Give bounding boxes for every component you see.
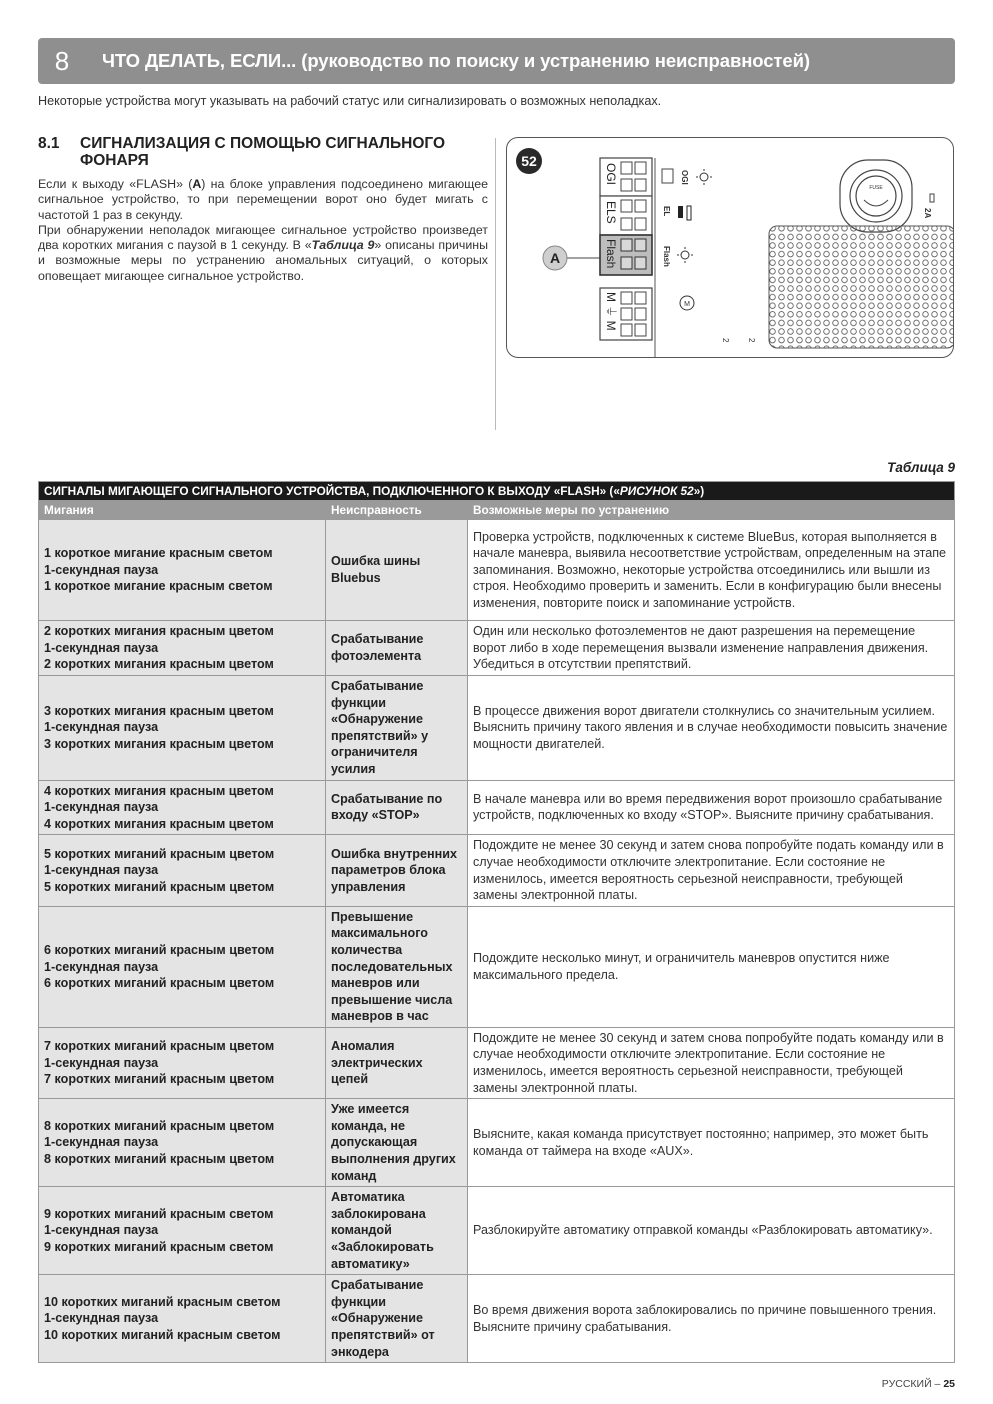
vent-grille (769, 226, 954, 348)
blink-cell: 7 коротких миганий красным цветом 1-секундная пауза 7 коротких миганий красным цветом (39, 1027, 326, 1098)
fault-cell: Ошибка внутренних параметров блока управления (326, 835, 468, 906)
subsection-heading (38, 135, 488, 169)
table-row (39, 520, 955, 621)
terminal-motor (600, 288, 652, 340)
blink-cell: 3 коротких мигания красным цветом 1-секундная пауза 3 коротких мигания красным цветом (39, 676, 326, 781)
blink-cell: 8 коротких миганий красным цветом 1-секундная пауза 8 коротких миганий красным цветом (39, 1099, 326, 1187)
fuse-icon (840, 160, 912, 232)
fault-cell: Срабатывание функции «Обнаружение препятствий» от энкодера (326, 1275, 468, 1363)
blink-cell: 5 коротких миганий красным цветом 1-секундная пауза 5 коротких миганий красным цветом (39, 835, 326, 906)
fault-cell: Автоматика заблокирована командой «Заблокировать автоматику» (326, 1187, 468, 1275)
blink-cell: 1 короткое мигание красным светом 1-секундная пауза 1 короткое мигание красным светом (39, 520, 326, 621)
callout-label: A (549, 250, 561, 266)
callout-ref: A (192, 177, 202, 191)
blink-cell: 10 коротких миганий красным светом 1-секундная пауза 10 коротких миганий красным светом (39, 1275, 326, 1363)
fault-cell: Превышение максимального количества последовательных маневров или превышение числа маневров в час (326, 906, 468, 1027)
paragraph-1-part: ) на блоке управления подсоединено мигающее сигнальное устройство, то при перемещении ворот оно будет мигать с частотой 1 раз в секунду. (38, 177, 488, 222)
table-row (39, 1275, 955, 1363)
remedy-cell: Подождите несколько минут, и ограничитель маневров опустится ниже максимального предела. (468, 906, 955, 1027)
paragraph-2-part: При обнаружении неполадок мигающее сигнальное устройство произведет два коротких мигания с паузой в 1 секунду. В « (38, 222, 488, 253)
remedy-cell: Проверка устройств, подключенных к системе BlueBus, которая выполняется в начале маневра, выявила несоответствие устройствам, определенным на этапе запоминания. Возможно, некоторые устройства отсоединились или вышли из строя. Необходимо проверить и заменить. Если в конфигурацию были внесены изменения, повторите поиск и запоминание устройств. (468, 520, 955, 621)
remedy-cell: В процессе движения ворот двигатели столкнулись со значительным усилием. Выяснить причину такого явления и в случае необходимости повысить значение мощности двигателей. (468, 676, 955, 781)
table-title-part: СИГНАЛЫ МИГАЮЩЕГО СИГНАЛЬНОГО УСТРОЙСТВА, ПОДКЛЮЧЕННОГО К ВЫХОДУ «FLASH» (« (44, 484, 620, 498)
fault-cell: Срабатывание функции «Обнаружение препятствий» у ограничителя усилия (326, 676, 468, 781)
blink-cell: 2 коротких мигания красным цветом 1-секундная пауза 2 коротких мигания красным цветом (39, 621, 326, 676)
fuse-symbol-icon (930, 194, 934, 202)
paragraph-1-part: Если к выходу «FLASH» ( (38, 177, 193, 191)
fuse-label: FUSE (869, 185, 883, 191)
lamp-icon (696, 169, 712, 185)
section-number: 8 (54, 45, 70, 76)
blink-cell: 6 коротких миганий красным цветом 1-секундная пауза 6 коротких миганий красным цветом (39, 906, 326, 1027)
table-row (39, 676, 955, 781)
figure-52 (506, 137, 954, 358)
table-row (39, 780, 955, 835)
blink-cell: 9 коротких миганий красным светом 1-секундная пауза 9 коротких миганий красным светом (39, 1187, 326, 1275)
side-label: EL (662, 206, 671, 217)
table-row (39, 1187, 955, 1275)
control-board-diagram (507, 138, 954, 358)
terminal-label: OGI (604, 163, 618, 186)
column-header-remedy: Возможные меры по устранению (468, 501, 955, 520)
fault-cell: Срабатывание фотоэлемента (326, 621, 468, 676)
bottom-mark: 2 (747, 338, 756, 343)
svg-text:M: M (684, 301, 690, 308)
remedy-cell: Разблокируйте автоматику отправкой команды «Разблокировать автоматику». (468, 1187, 955, 1275)
terminal-label: M ⏚ M (604, 292, 618, 331)
fault-cell: Ошибка шины Bluebus (326, 520, 468, 621)
table-row (39, 1027, 955, 1098)
intro-text: Некоторые устройства могут указывать на рабочий статус или сигнализировать о возможных неполадках. (38, 94, 662, 108)
footer-separator: – (934, 1378, 941, 1390)
terminal-flash (600, 235, 652, 275)
side-label: Flash (662, 246, 671, 267)
remedy-cell: Подождите не менее 30 секунд и затем снова попробуйте подать команду или в случае необходимости отключите электропитание. Если состояние не изменилось, имеется вероятность серьезной неисправности, требующей замены электронной платы. (468, 1027, 955, 1098)
table-row (39, 621, 955, 676)
subsection-title (80, 135, 445, 169)
subsection-8-1 (38, 135, 488, 284)
fault-cell: Аномалия электрических цепей (326, 1027, 468, 1098)
remedy-cell: Выясните, какая команда присутствует постоянно; например, это может быть команда от таймера на входе «AUX». (468, 1099, 955, 1187)
ogi-box-icon (662, 169, 673, 183)
table-row (39, 906, 955, 1027)
column-header-blinks: Мигания (39, 501, 326, 520)
page-footer (882, 1378, 955, 1390)
table-title (39, 482, 955, 501)
fault-signals-table (38, 481, 955, 1363)
footer-language: РУССКИЙ (881, 1378, 932, 1390)
column-header-fault: Неисправность (326, 501, 468, 520)
terminal-label: ELS (604, 201, 618, 224)
subsection-title-line1: СИГНАЛИЗАЦИЯ С ПОМОЩЬЮ СИГНАЛЬНОГО (80, 135, 446, 152)
motor-icon (680, 296, 694, 310)
lock-icon (678, 206, 691, 220)
bottom-mark: 2 (721, 338, 730, 343)
figure-number: 52 (521, 153, 537, 169)
table-caption: Таблица 9 (887, 460, 955, 475)
terminal-ogi (600, 158, 652, 196)
subsection-title-line2: ФОНАРЯ (80, 152, 149, 169)
side-label: OGI (680, 170, 689, 185)
paragraph-2-part: » описаны причины и возможные меры по устранению аномальных ситуаций, о которых оповещает мигающее сигнальное устройство. (38, 238, 489, 283)
page-number: 25 (943, 1378, 955, 1390)
subsection-body (38, 177, 488, 284)
remedy-cell: Один или несколько фотоэлементов не дают разрешения на перемещение ворот либо в ходе перемещения вызвали изменение направления движения. Убедиться в отсутствии препятствий. (468, 621, 955, 676)
remedy-cell: В начале маневра или во время передвижения ворот произошло срабатывание устройств, подключенных ко входу «STOP». Выясните причину срабатывания. (468, 780, 955, 835)
remedy-cell: Подождите не менее 30 секунд и затем снова попробуйте подать команду или в случае необходимости отключите электропитание. Если состояние не изменилось, имеется вероятность серьезной неисправности, требующей замены электронной платы. (468, 835, 955, 906)
fault-cell: Срабатывание по входу «STOP» (326, 780, 468, 835)
fuse-rating: 2A (923, 208, 932, 219)
table-row (39, 835, 955, 906)
figure-ref: РИСУНОК 52 (619, 484, 694, 498)
terminal-els (600, 196, 652, 235)
blink-cell: 4 коротких мигания красным цветом 1-секундная пауза 4 коротких мигания красным цветом (39, 780, 326, 835)
section-header-bar (38, 38, 955, 84)
flash-lamp-icon (677, 247, 693, 263)
column-divider (495, 138, 496, 430)
terminal-label: Flash (604, 239, 618, 269)
section-title: ЧТО ДЕЛАТЬ, ЕСЛИ... (руководство по поиску и устранению неисправностей) (102, 50, 810, 71)
remedy-cell: Во время движения ворота заблокировались по причине повышенного трения. Выясните причину срабатывания. (468, 1275, 955, 1363)
table-row (39, 1099, 955, 1187)
fault-cell: Уже имеется команда, не допускающая выполнения других команд (326, 1099, 468, 1187)
table-ref: Таблица 9 (311, 238, 375, 253)
subsection-number: 8.1 (38, 135, 60, 152)
table-title-part: ») (693, 484, 705, 498)
